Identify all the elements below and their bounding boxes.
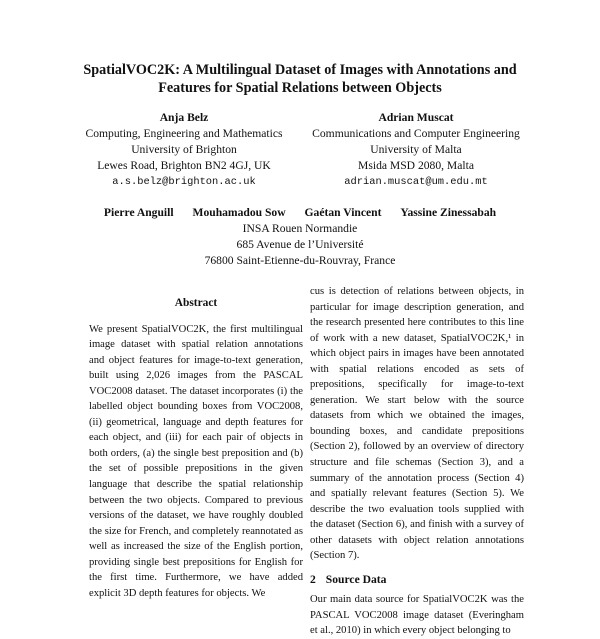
paper-title xyxy=(40,61,560,97)
author-block-muscat xyxy=(296,110,536,190)
author-affiliation: INSA Rouen Normandie xyxy=(242,222,358,235)
author-address: 685 Avenue de l’Université xyxy=(236,238,364,251)
abstract-text: We present SpatialVOC2K, the first multilingual image dataset with spatial relation annotations and object features for image-to-text generation, built using 2,026 images from the PASCAL VOC2008 dataset. The dataset incorporates (i) the labelled object bounding boxes from VOC2008, (ii) geometrical, language and depth features for each object, and (iii) for each pair of objects in both orders, (a) the single best preposition and (b) the set of possible prepositions in the given language that describe the spatial relationship between the two objects. Compared to previous versions of the dataset, we have roughly doubled the size for French, and completely reannotated as well as increased the size of the English portion, providing single best prepositions for English for the first time. Furthermore, we have added explicit 3D depth features for objects. We xyxy=(89,323,303,599)
author-name: Anja Belz xyxy=(159,111,209,124)
author-affiliation: Communications and Computer Engineering xyxy=(312,127,520,140)
section-text: Our main data source for SpatialVOC2K was the PASCAL VOC2008 image dataset (Everingham et al., 2010) in which every object belonging to xyxy=(310,594,524,637)
intro-text: cus is detection of relations between objects, in particular for image description generation, and the research presented here contributes to this line of work with a new dataset, SpatialVOC2K,¹ in which object pairs in images have been annotated with spatial relations encoded as sets of prepositions, specifically for image-to-text generation. We start below with the source datasets from which we obtained the images, bounding boxes, and candidate prepositions (Section 2), followed by an overview of directory structure and file schemas (Section 3), and a summary of the annotation process (Section 4) and spatially relevant features (Section 5). We describe the two evaluation tools supplied with the dataset (Section 6), and finish with a survey of other datasets with object relation annotations (Section 7). xyxy=(310,286,524,562)
abstract-heading: Abstract xyxy=(174,297,218,309)
left-column xyxy=(89,296,303,601)
author-names-row xyxy=(60,205,540,221)
author-name: Adrian Muscat xyxy=(378,111,454,124)
title-line-2: Features for Spatial Relations between Objects xyxy=(158,80,442,96)
author-affiliation: University of Brighton xyxy=(131,143,237,156)
author-block-belz xyxy=(64,110,304,190)
author-affiliation: University of Malta xyxy=(370,143,462,156)
author-address: 76800 Saint-Etienne-du-Rouvray, France xyxy=(204,254,396,267)
title-line-1: SpatialVOC2K: A Multilingual Dataset of Images with Annotations and xyxy=(83,62,517,78)
author-address: Msida MSD 2080, Malta xyxy=(358,159,474,172)
section-heading xyxy=(310,572,524,588)
right-column xyxy=(310,284,524,639)
author-block-insa xyxy=(60,205,540,269)
author-name: Gaétan Vincent xyxy=(304,206,382,219)
author-name: Yassine Zinessabah xyxy=(400,206,497,219)
author-address: Lewes Road, Brighton BN2 4GJ, UK xyxy=(97,159,271,172)
author-name: Pierre Anguill xyxy=(103,206,174,219)
section-number: 2 xyxy=(310,572,316,586)
section-title: Source Data xyxy=(325,572,387,586)
author-email: a.s.belz@brighton.ac.uk xyxy=(112,176,256,188)
author-affiliation: Computing, Engineering and Mathematics xyxy=(85,127,283,140)
author-name: Mouhamadou Sow xyxy=(192,206,286,219)
author-email: adrian.muscat@um.edu.mt xyxy=(344,176,488,188)
